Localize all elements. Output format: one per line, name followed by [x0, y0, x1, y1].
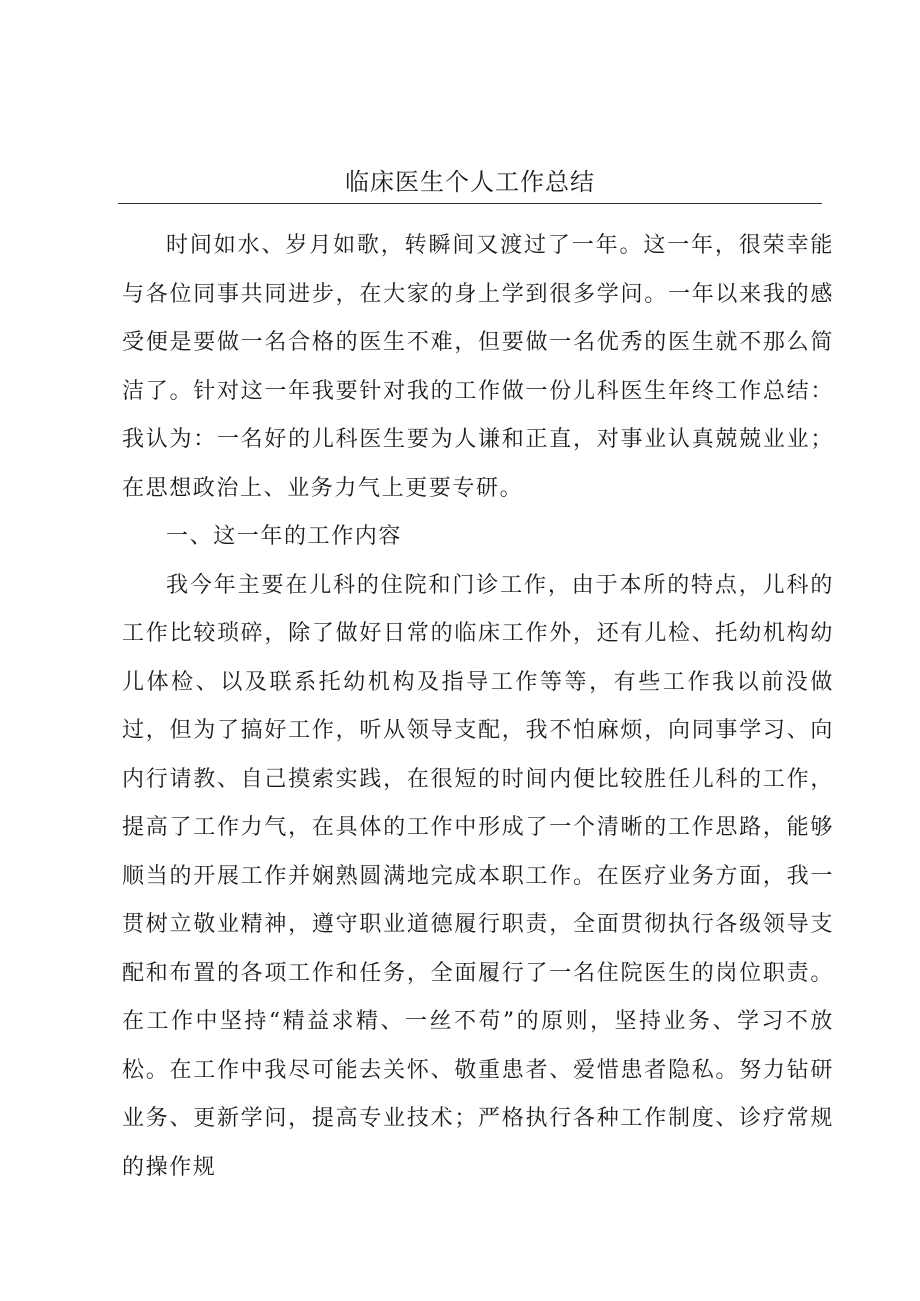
document-body — [122, 222, 834, 1192]
section-heading-1: 一、这一年的工作内容 — [166, 524, 403, 549]
title-underline — [118, 203, 822, 204]
document-title: 临床医生个人工作总结 — [345, 168, 595, 196]
intro-paragraph: 时间如水、岁月如歌，转瞬间又渡过了一年。这一年，很荣幸能与各位同事共同进步，在大家的身上学到很多学问。一年以来我的感受便是要做一名合格的医生不难，但要做一名优秀的医生就不那么简洁了。针对这一年我要针对我的工作做一份儿科医生年终工作总结：我认为：一名好的儿科医生要为人谦和正直，对事业认真兢兢业业；在思想政治上、业务力气上更要专研。 — [122, 233, 834, 501]
work-content-paragraph: 我今年主要在儿科的住院和门诊工作，由于本所的特点，儿科的工作比较琐碎，除了做好日常的临床工作外，还有儿检、托幼机构幼儿体检、以及联系托幼机构及指导工作等等，有些工作我以前没做过，但为了搞好工作，听从领导支配，我不怕麻烦，向同事学习、向内行请教、自己摸索实践，在很短的时间内便比较胜任儿科的工作，提高了工作力气，在具体的工作中形成了一个清晰的工作思路，能够顺当的开展工作并娴熟圆满地完成本职工作。在医疗业务方面，我一贯树立敬业精神，遵守职业道德履行职责，全面贯彻执行各级领导支配和布置的各项工作和任务，全面履行了一名住院医生的岗位职责。在工作中坚持“精益求精、一丝不苟”的原则，坚持业务、学习不放松。在工作中我尽可能去关怀、敬重患者、爱惜患者隐私。努力钻研业务、更新学问，提高专业技术；严格执行各种工作制度、诊疗常规的操作规 — [122, 572, 834, 1180]
